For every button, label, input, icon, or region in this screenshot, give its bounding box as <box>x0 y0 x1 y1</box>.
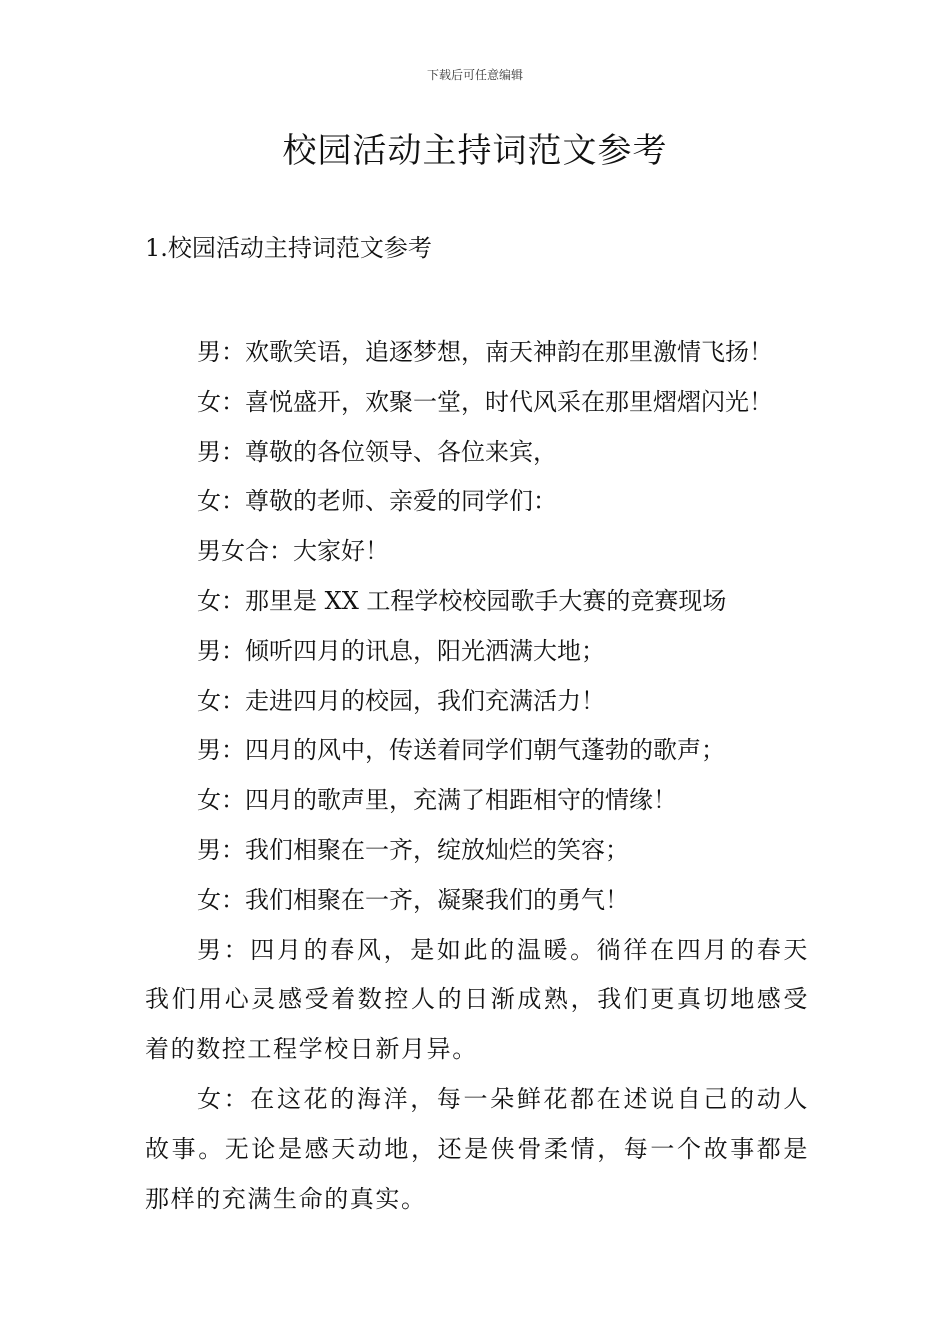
dialogue-line: 男：欢歌笑语，追逐梦想，南天神韵在那里激情飞扬！ <box>197 338 773 366</box>
section-heading: 1.校园活动主持词范文参考 <box>145 234 432 262</box>
dialogue-line: 男：倾听四月的讯息，阳光洒满大地； <box>197 636 605 665</box>
header-note: 下载后可任意编辑 <box>426 68 523 82</box>
document-title: 校园活动主持词范文参考 <box>282 131 668 171</box>
dialogue-line: 男女合：大家好！ <box>197 537 389 566</box>
dialogue-line: 男：尊敬的各位领导、各位来宾， <box>197 437 557 466</box>
dialogue-paragraph: 女：在这花的海洋，每一朵鲜花都在述说自己的动人故事。无论是感天动地，还是侠骨柔情，每一个故事都是那样的充满生命的真实。 <box>145 1084 809 1213</box>
dialogue-line: 男：我们相聚在一齐，绽放灿烂的笑容； <box>197 835 629 864</box>
document-body <box>145 328 809 1224</box>
dialogue-line: 女：走进四月的校园，我们充满活力！ <box>197 686 605 715</box>
dialogue-line: 女：那里是 XX 工程学校校园歌手大赛的竞赛现场 <box>197 586 727 615</box>
dialogue-line: 女：四月的歌声里，充满了相距相守的情缘！ <box>197 786 677 815</box>
dialogue-line: 女：喜悦盛开，欢聚一堂，时代风采在那里熠熠闪光！ <box>197 387 773 416</box>
dialogue-line: 男：四月的风中，传送着同学们朝气蓬勃的歌声； <box>197 736 725 765</box>
dialogue-line: 女：尊敬的老师、亲爱的同学们： <box>197 487 557 516</box>
dialogue-paragraph: 男：四月的春风，是如此的温暖。徜徉在四月的春天我们用心灵感受着数控人的日渐成熟，我们更真切地感受着的数控工程学校日新月异。 <box>145 935 809 1064</box>
dialogue-line: 女：我们相聚在一齐，凝聚我们的勇气！ <box>197 885 629 914</box>
